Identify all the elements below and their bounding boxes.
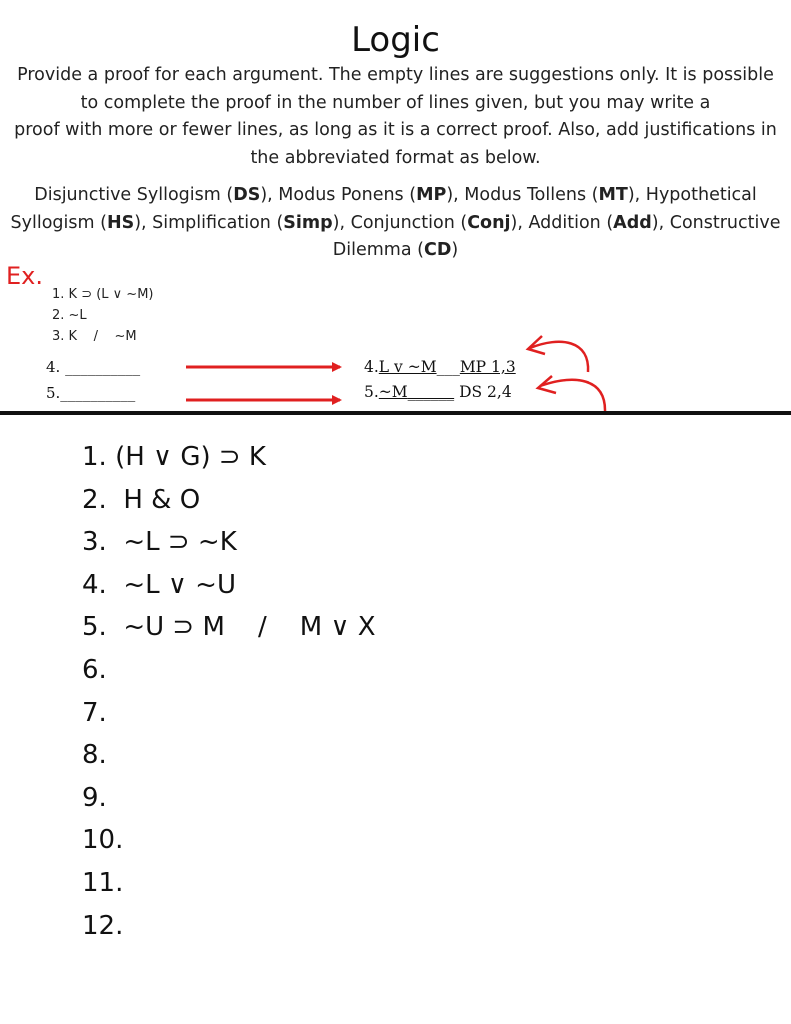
section-divider [0,411,791,415]
solved-justification: DS 2,4 [454,383,512,401]
rule-name: Modus Tollens ( [464,185,599,205]
rule-name: Modus Ponens ( [278,185,417,205]
proof-line: 9. [82,782,107,813]
proof-line: 11. [82,867,124,898]
rule-abbreviation: DS [233,185,261,205]
solved-num: 5. [364,383,379,401]
instruction-line: to complete the proof in the number of lines given, but you may write a [80,92,711,113]
rule-abbreviation: Simp [283,212,333,233]
rule-name: Hypothetical Syllogism ( [10,185,757,233]
example-blank-line: 4. __________ [46,358,141,376]
proof-line: 2. H & O [82,484,201,515]
solved-statement: ~M [378,383,408,401]
rule-item: Modus Tollens (MT), [464,185,646,205]
example-arrows [0,0,791,420]
solved-statement: L v ~M [378,358,437,376]
curved-arrow-icon [540,380,605,412]
rule-name: Conjunction ( [350,212,468,233]
rule-name: Disjunctive Syllogism ( [34,185,234,205]
rule-name: Constructive Dilemma ( [332,212,781,260]
example-premise: 1. K ⊃ (L ∨ ~M) [52,287,154,302]
proof-lines [82,436,376,947]
proof-line: 7. [82,697,107,728]
proof-line: 4. ~L ∨ ~U [82,569,236,600]
rule-item: Disjunctive Syllogism (DS), [34,185,279,205]
proof-line: 1. (H ∨ G) ⊃ K [82,442,266,472]
rule-abbreviation: MT [598,185,628,205]
curved-arrow-icon [530,342,588,372]
solved-fill: ______ [407,383,455,401]
page-title: Logic [351,20,440,60]
rule-abbreviation: Add [613,212,652,233]
instruction-line: the abbreviated format as below. [250,147,541,168]
proof-line: 8. [82,740,107,771]
proof-line: 10. [82,825,124,856]
example-blank-line: 5.__________ [46,384,136,402]
rule-item: Addition (Add), [528,212,670,233]
rule-abbreviation: CD [423,240,452,260]
rule-item: Conjunction (Conj), [350,212,529,233]
rule-abbreviation: MP [416,185,447,205]
solved-num: 4. [364,358,379,376]
instruction-line: Provide a proof for each argument. The empty lines are suggestions only. It is possible [17,65,774,85]
rule-item: Hypothetical Syllogism (HS), [10,185,757,233]
proof-line: 3. ~L ⊃ ~K [82,527,237,558]
rule-abbreviation: HS [106,212,135,233]
rule-item: Modus Ponens (MP), [278,185,465,205]
rule-item: Simplification (Simp), [152,212,351,233]
example-premise: 3. K / ~M [52,329,137,344]
instruction-line: proof with more or fewer lines, as long as it is a correct proof. Also, add justifications in [14,120,777,140]
proof-line: 6. [82,654,107,685]
rule-item: Constructive Dilemma (CD) [332,212,781,260]
rule-name: Simplification ( [152,212,284,233]
rule-abbreviation: Conj [467,212,511,233]
example-premise: 2. ~L [52,308,87,323]
solved-justification: MP 1,3 [459,358,516,376]
rule-name: Addition ( [528,212,614,233]
proof-line: 5. ~U ⊃ M / M ∨ X [82,612,376,643]
example-label: Ex. [6,262,43,290]
solved-fill: ___ [436,358,460,376]
proof-line: 12. [82,910,124,941]
